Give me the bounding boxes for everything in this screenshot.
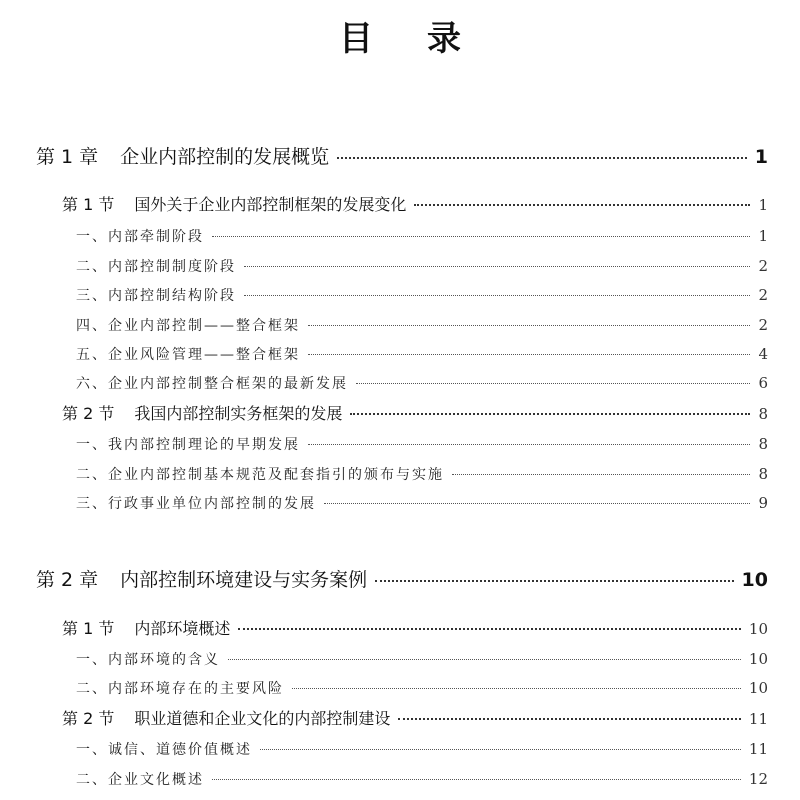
toc-item[interactable] <box>76 284 768 307</box>
dot-leader <box>356 383 750 384</box>
dot-leader <box>452 474 750 475</box>
dot-leader <box>228 659 741 660</box>
section-title: 我国内部控制实务框架的发展 <box>134 404 343 423</box>
item-title: 二、企业文化概述 <box>76 772 204 788</box>
toc-item[interactable] <box>76 372 768 395</box>
item-title: 四、企业内部控制——整合框架 <box>76 318 300 334</box>
dot-leader <box>337 157 747 159</box>
page-number: 2 <box>758 257 768 275</box>
section-number: 第 2 节 <box>62 404 115 423</box>
dot-leader <box>398 718 741 720</box>
toc-item[interactable] <box>76 768 768 791</box>
page-number: 8 <box>758 465 768 483</box>
dot-leader <box>324 503 750 504</box>
page-number: 1 <box>758 196 768 214</box>
item-title: 三、行政事业单位内部控制的发展 <box>76 496 316 512</box>
dot-leader <box>308 354 750 355</box>
page-number: 1 <box>758 227 768 245</box>
dot-leader <box>244 295 750 296</box>
page-number: 4 <box>758 345 768 363</box>
section-number: 第 1 节 <box>62 195 115 214</box>
dot-leader <box>308 444 750 445</box>
chapter-title: 企业内部控制的发展概览 <box>120 146 330 168</box>
dot-leader <box>292 688 741 689</box>
chapter-title: 内部控制环境建设与实务案例 <box>120 569 368 591</box>
dot-leader <box>308 325 750 326</box>
page-number: 8 <box>758 405 768 423</box>
toc-item[interactable] <box>76 225 768 248</box>
item-title: 一、我内部控制理论的早期发展 <box>76 437 300 453</box>
toc-item[interactable] <box>76 255 768 278</box>
page-number: 10 <box>748 679 768 697</box>
section-title: 职业道德和企业文化的内部控制建设 <box>134 709 391 728</box>
item-title: 二、内部控制制度阶段 <box>76 259 236 275</box>
item-title: 一、内部环境的含义 <box>76 652 220 668</box>
item-title: 六、企业内部控制整合框架的最新发展 <box>76 376 348 392</box>
title-char-1: 目 <box>339 19 373 59</box>
dot-leader <box>414 204 750 206</box>
dot-leader <box>350 413 750 415</box>
toc-item[interactable] <box>76 677 768 700</box>
toc-item[interactable] <box>76 648 768 671</box>
item-title: 五、企业风险管理——整合框架 <box>76 347 300 363</box>
item-title: 一、内部牵制阶段 <box>76 229 204 245</box>
page-number: 8 <box>758 435 768 453</box>
title-char-2: 录 <box>427 19 461 59</box>
toc-item[interactable] <box>76 433 768 456</box>
page-number: 12 <box>748 770 768 788</box>
dot-leader <box>238 628 741 630</box>
dot-leader <box>212 779 741 780</box>
page-number: 2 <box>758 286 768 304</box>
page-title <box>0 14 800 64</box>
page-number: 11 <box>748 740 768 758</box>
dot-leader <box>212 236 750 237</box>
page-number: 10 <box>748 650 768 668</box>
page-number: 11 <box>748 710 768 728</box>
chapter-number: 第 1 章 <box>36 146 99 168</box>
section-title: 内部环境概述 <box>134 619 231 638</box>
item-title: 二、企业内部控制基本规范及配套指引的颁布与实施 <box>76 467 444 483</box>
item-title: 二、内部环境存在的主要风险 <box>76 681 284 697</box>
toc-section[interactable] <box>62 707 768 731</box>
chapter-number: 第 2 章 <box>36 569 99 591</box>
toc-chapter-2[interactable] <box>36 566 768 594</box>
section-title: 国外关于企业内部控制框架的发展变化 <box>134 195 407 214</box>
dot-leader <box>244 266 750 267</box>
section-number: 第 2 节 <box>62 709 115 728</box>
item-title: 一、诚信、道德价值概述 <box>76 742 252 758</box>
toc-item[interactable] <box>76 738 768 761</box>
page-number: 2 <box>758 316 768 334</box>
toc-item[interactable] <box>76 343 768 366</box>
dot-leader <box>260 749 741 750</box>
toc-section[interactable] <box>62 617 768 641</box>
toc-item[interactable] <box>76 314 768 337</box>
toc-section[interactable] <box>62 193 768 217</box>
item-title: 三、内部控制结构阶段 <box>76 288 236 304</box>
toc-section[interactable] <box>62 402 768 426</box>
section-number: 第 1 节 <box>62 619 115 638</box>
toc-item[interactable] <box>76 463 768 486</box>
dot-leader <box>375 580 733 582</box>
toc-chapter-1[interactable] <box>36 143 768 171</box>
page-number: 10 <box>748 620 768 638</box>
page-number: 9 <box>758 494 768 512</box>
page-number: 6 <box>758 374 768 392</box>
toc-item[interactable] <box>76 492 768 515</box>
page-number: 1 <box>754 146 768 168</box>
page-number: 10 <box>741 569 768 591</box>
